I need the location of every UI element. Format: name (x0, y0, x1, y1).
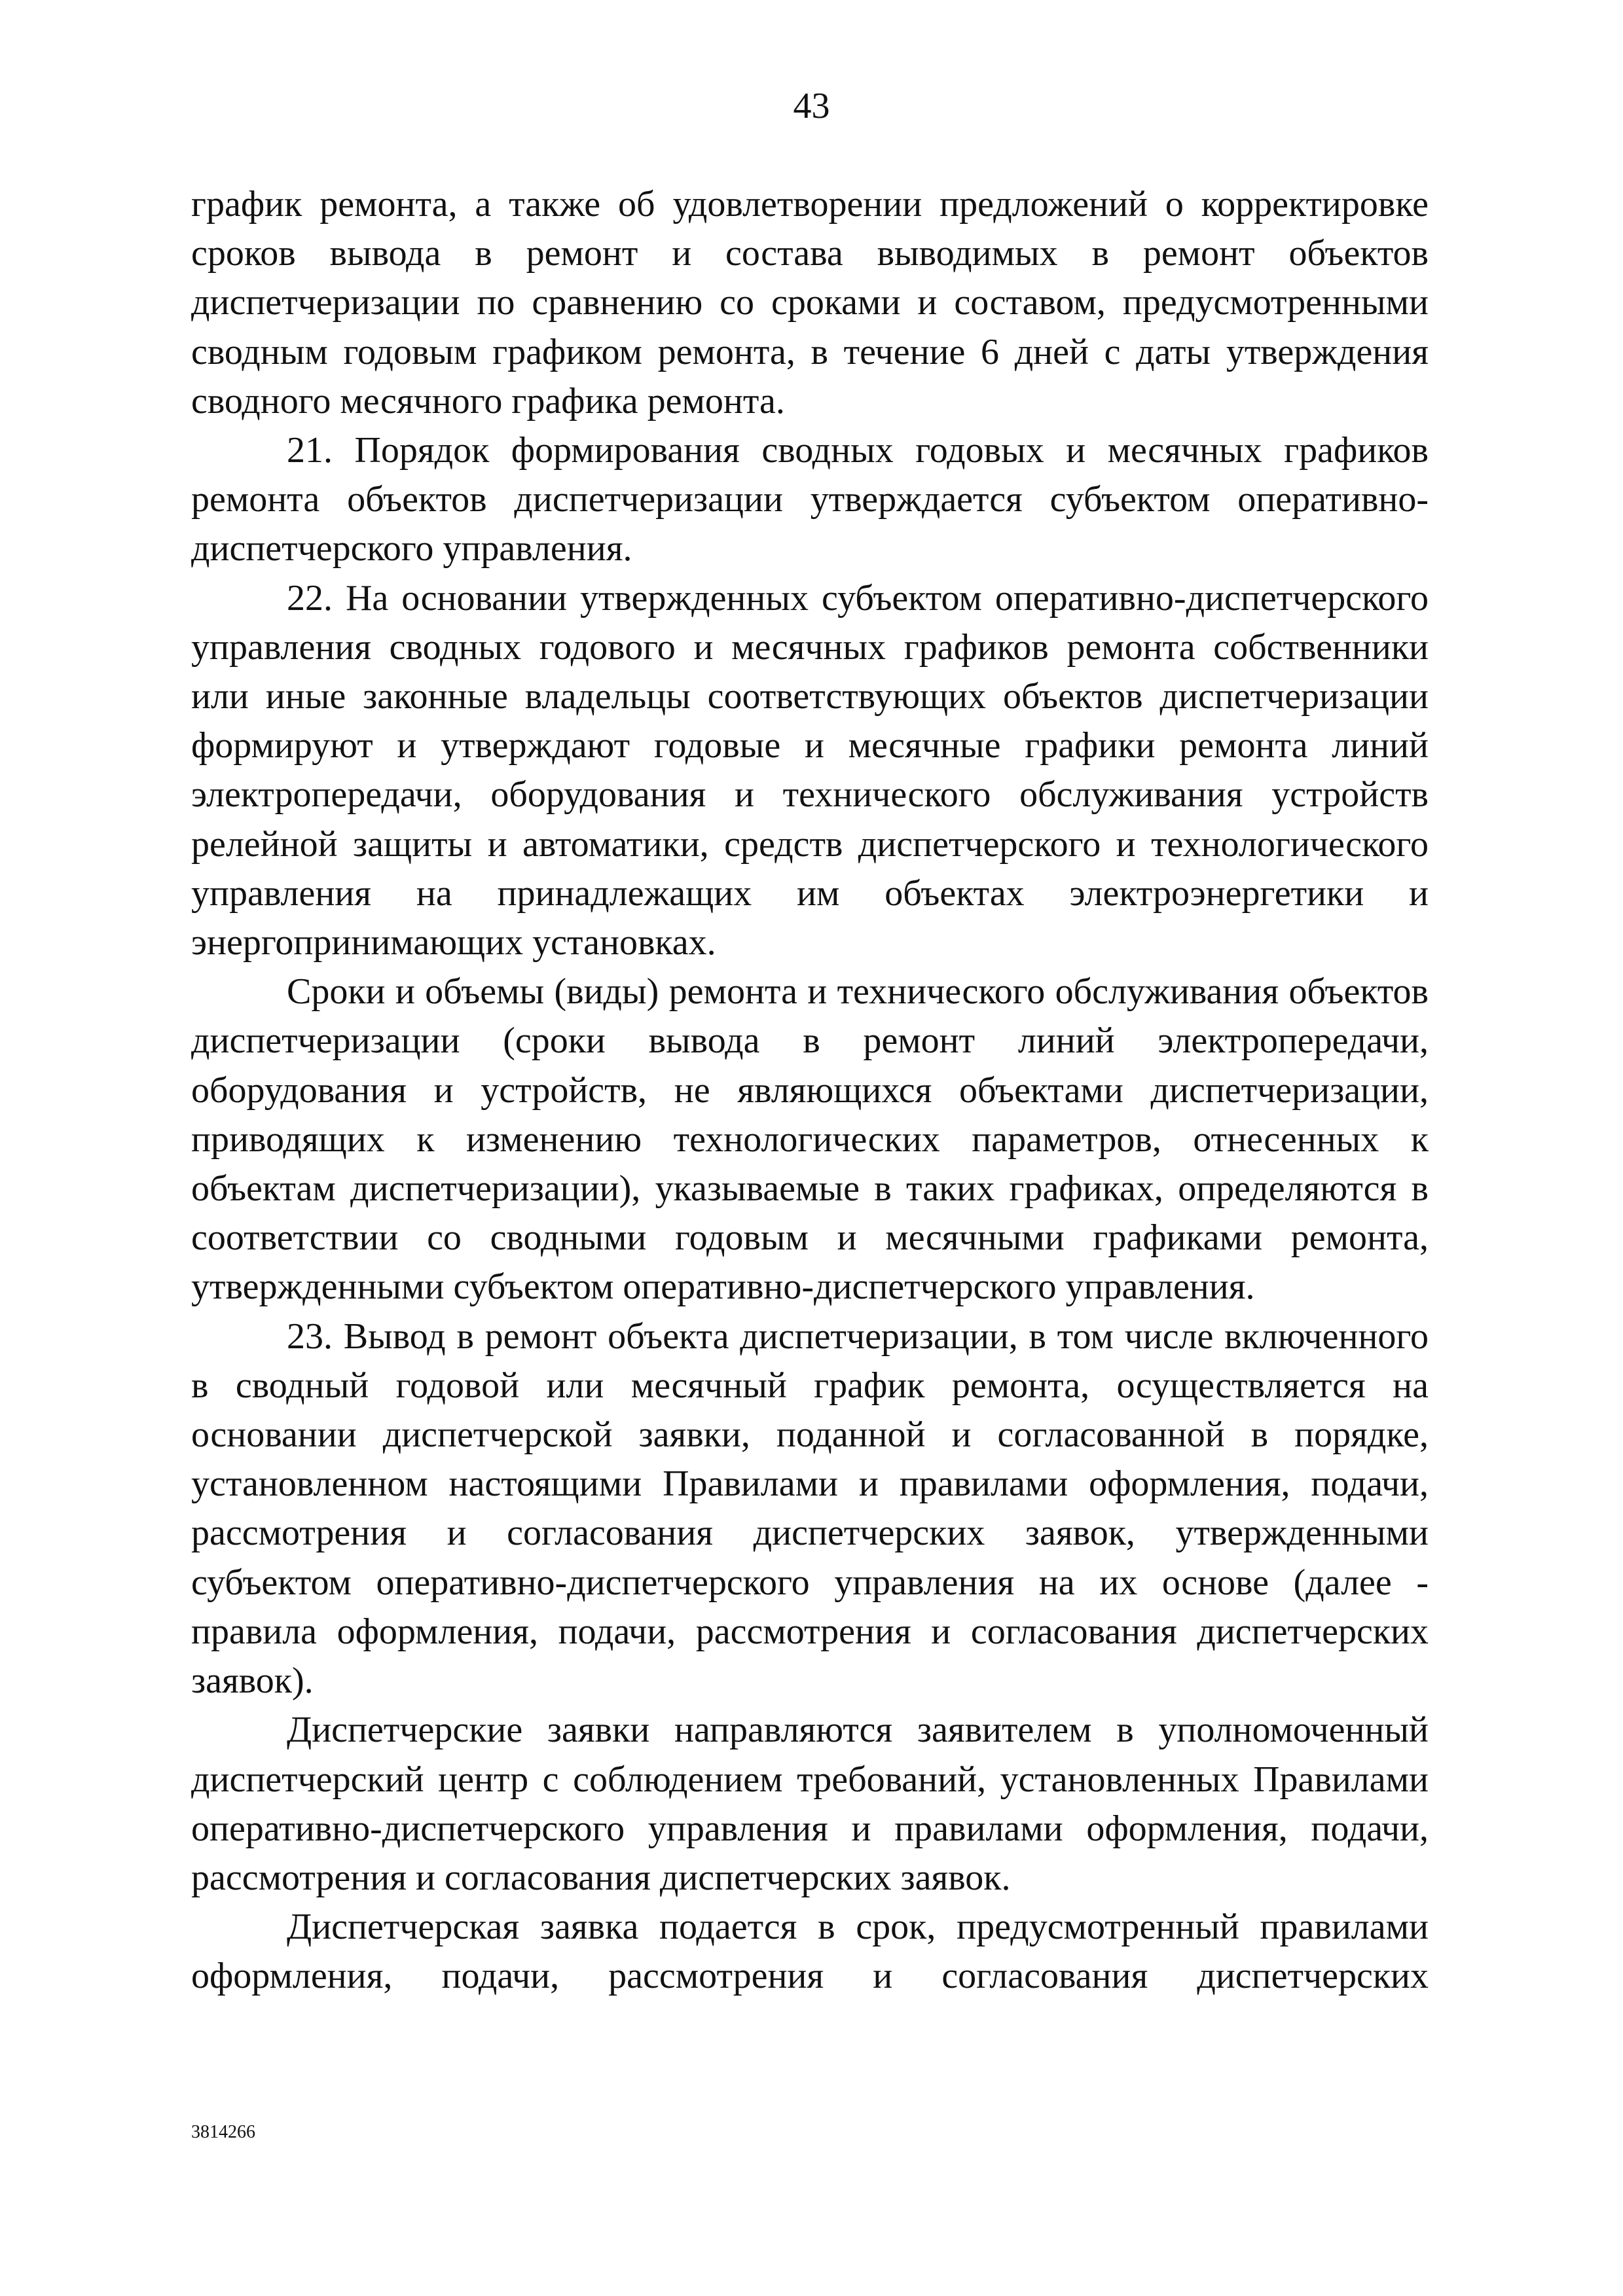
paragraph-continuation: график ремонта, а также об удовлетворении предложений о корректировке сроков вывода в ремонт и состава выводимых в ремонт объектов диспетчеризации по сравнению со сроками и составом, предусмотренными сводным годовым графиком ремонта, в течение 6 дней с даты утверждения сводного месячного графика ремонта. (191, 184, 1429, 422)
document-id: 3814266 (191, 2122, 255, 2142)
paragraph-request-deadline: Диспетчерская заявка подается в срок, предусмотренный правилами оформления, подачи, рассмотрения и согласования диспетчерских (191, 1907, 1429, 1997)
page-number: 43 (793, 86, 830, 126)
paragraph-item-23: 23. Вывод в ремонт объекта диспетчеризации, в том числе включенного в сводный годовой или месячный график ремонта, осуществляется на основании диспетчерской заявки, поданной и согласованной в порядке, установленном настоящими Правилами и правилами оформления, подачи, рассмотрения и согласования диспетчерских заявок, утвержденными субъектом оперативно-диспетчерского управления на их основе (далее - правила оформления, подачи, рассмотрения и согласования диспетчерских заявок). (191, 1316, 1429, 1702)
document-body (191, 180, 1429, 2001)
paragraph-dispatch-requests: Диспетчерские заявки направляются заявителем в уполномоченный диспетчерский центр с соблюдением требований, установленных Правилами оперативно-диспетчерского управления и правилами оформления, подачи, рассмотрения и согласования диспетчерских заявок. (191, 1710, 1429, 1898)
paragraph-item-22: 22. На основании утвержденных субъектом оперативно-диспетчерского управления сводных годового и месячных графиков ремонта собственники или иные законные владельцы соответствующих объектов диспетчеризации формируют и утверждают годовые и месячные графики ремонта линий электропередачи, оборудования и технического обслуживания устройств релейной защиты и автоматики, средств диспетчерского и технологического управления на принадлежащих им объектах электроэнергетики и энергопринимающих установках. (191, 577, 1429, 963)
paragraph-repair-terms: Сроки и объемы (виды) ремонта и технического обслуживания объектов диспетчеризации (сроки вывода в ремонт линий электропередачи, оборудования и устройств, не являющихся объектами диспетчеризации, приводящих к изменению технологических параметров, отнесенных к объектам диспетчеризации), указываемые в таких графиках, определяются в соответствии со сводными годовым и месячными графиками ремонта, утвержденными субъектом оперативно-диспетчерского управления. (191, 971, 1429, 1308)
paragraph-item-21: 21. Порядок формирования сводных годовых и месячных графиков ремонта объектов диспетчеризации утверждается субъектом оперативно-диспетчерского управления. (191, 430, 1429, 569)
